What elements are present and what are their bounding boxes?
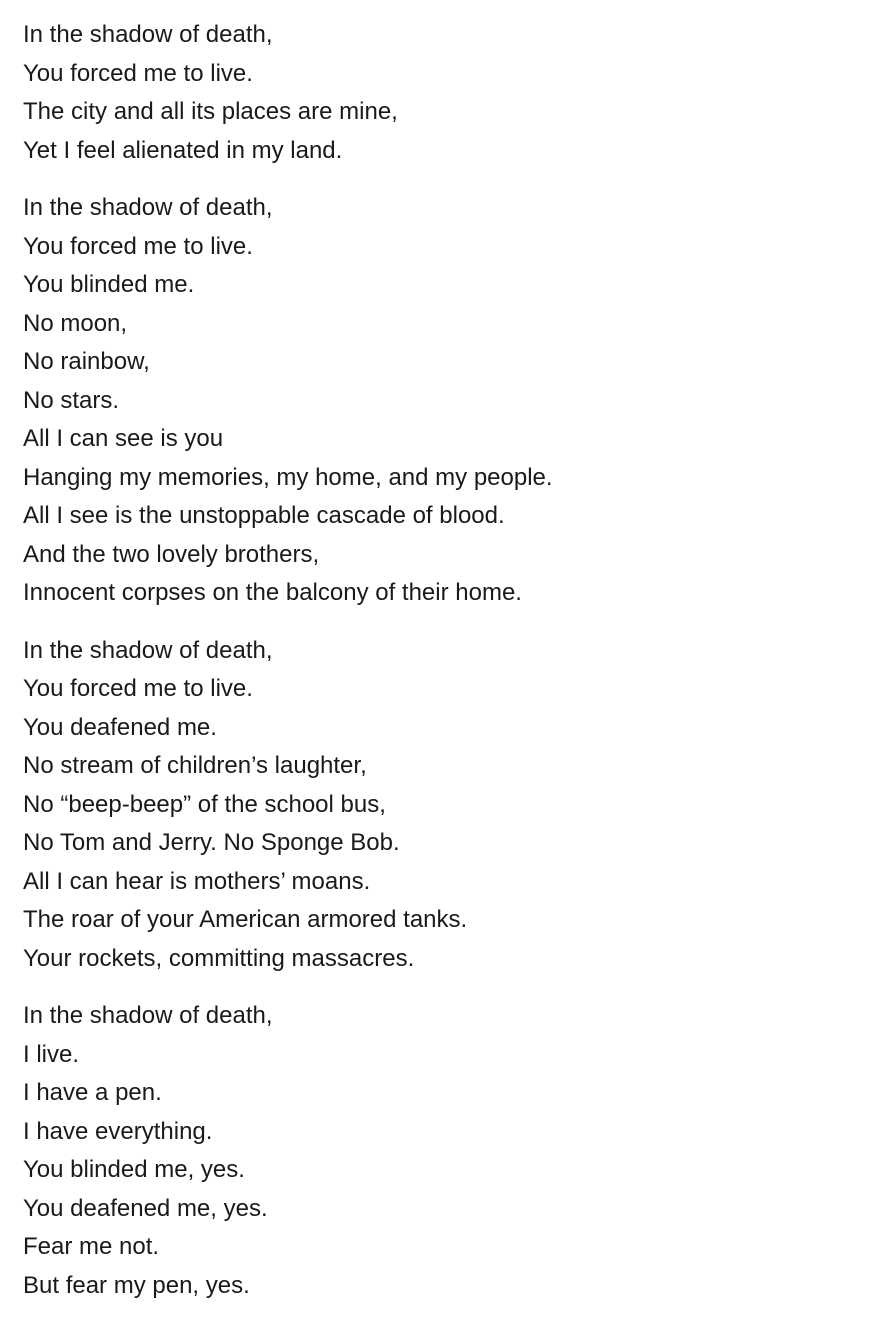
poem-line: You deafened me. <box>23 713 217 741</box>
poem-line: You blinded me. <box>23 271 195 298</box>
poem-line: Yet I feel alienated in my land. <box>23 136 343 164</box>
stanza-4 <box>23 997 883 1305</box>
poem-line: You blinded me, yes. <box>23 1156 245 1183</box>
poem-line: Fear me not. <box>23 1233 160 1260</box>
poem-line: You forced me to live. <box>23 675 253 702</box>
poem-line: No rainbow, <box>23 348 150 375</box>
poem-line: You forced me to live. <box>23 232 253 260</box>
poem-line: In the shadow of death, <box>23 21 273 48</box>
poem-line: In the shadow of death, <box>23 194 273 221</box>
poem-line: No “beep-beep” of the school bus, <box>23 790 386 818</box>
poem-line: All I can hear is mothers’ moans. <box>23 867 371 895</box>
poem-line: You deafened me, yes. <box>23 1194 268 1222</box>
poem-line: No stars. <box>23 386 120 414</box>
poem-line: Hanging my memories, my home, and my people. <box>23 463 553 491</box>
poem-line: You forced me to live. <box>23 59 253 87</box>
poem-line: No stream of children’s laughter, <box>23 752 367 779</box>
poem-line: No moon, <box>23 309 128 337</box>
poem-line: In the shadow of death, <box>23 636 273 664</box>
stanza-1 <box>23 16 883 170</box>
poem-line: I live. <box>23 1040 80 1068</box>
stanza-2 <box>23 189 883 613</box>
poem-line: Your rockets, committing massacres. <box>23 944 415 972</box>
poem-line: The city and all its places are mine, <box>23 98 398 125</box>
poem-line: The roar of your American armored tanks. <box>23 906 468 933</box>
poem-text <box>23 16 883 1324</box>
poem-line: No Tom and Jerry. No Sponge Bob. <box>23 829 400 856</box>
poem-line: All I see is the unstoppable cascade of blood. <box>23 502 505 529</box>
poem-line: I have a pen. <box>23 1079 162 1106</box>
poem-line: All I can see is you <box>23 425 224 452</box>
poem-line: Innocent corpses on the balcony of their home. <box>23 579 522 606</box>
poem-line: And the two lovely brothers, <box>23 540 320 568</box>
stanza-3 <box>23 632 883 979</box>
poem-line: In the shadow of death, <box>23 1002 273 1029</box>
poem-line: But fear my pen, yes. <box>23 1271 250 1299</box>
poem-line: I have everything. <box>23 1117 213 1145</box>
